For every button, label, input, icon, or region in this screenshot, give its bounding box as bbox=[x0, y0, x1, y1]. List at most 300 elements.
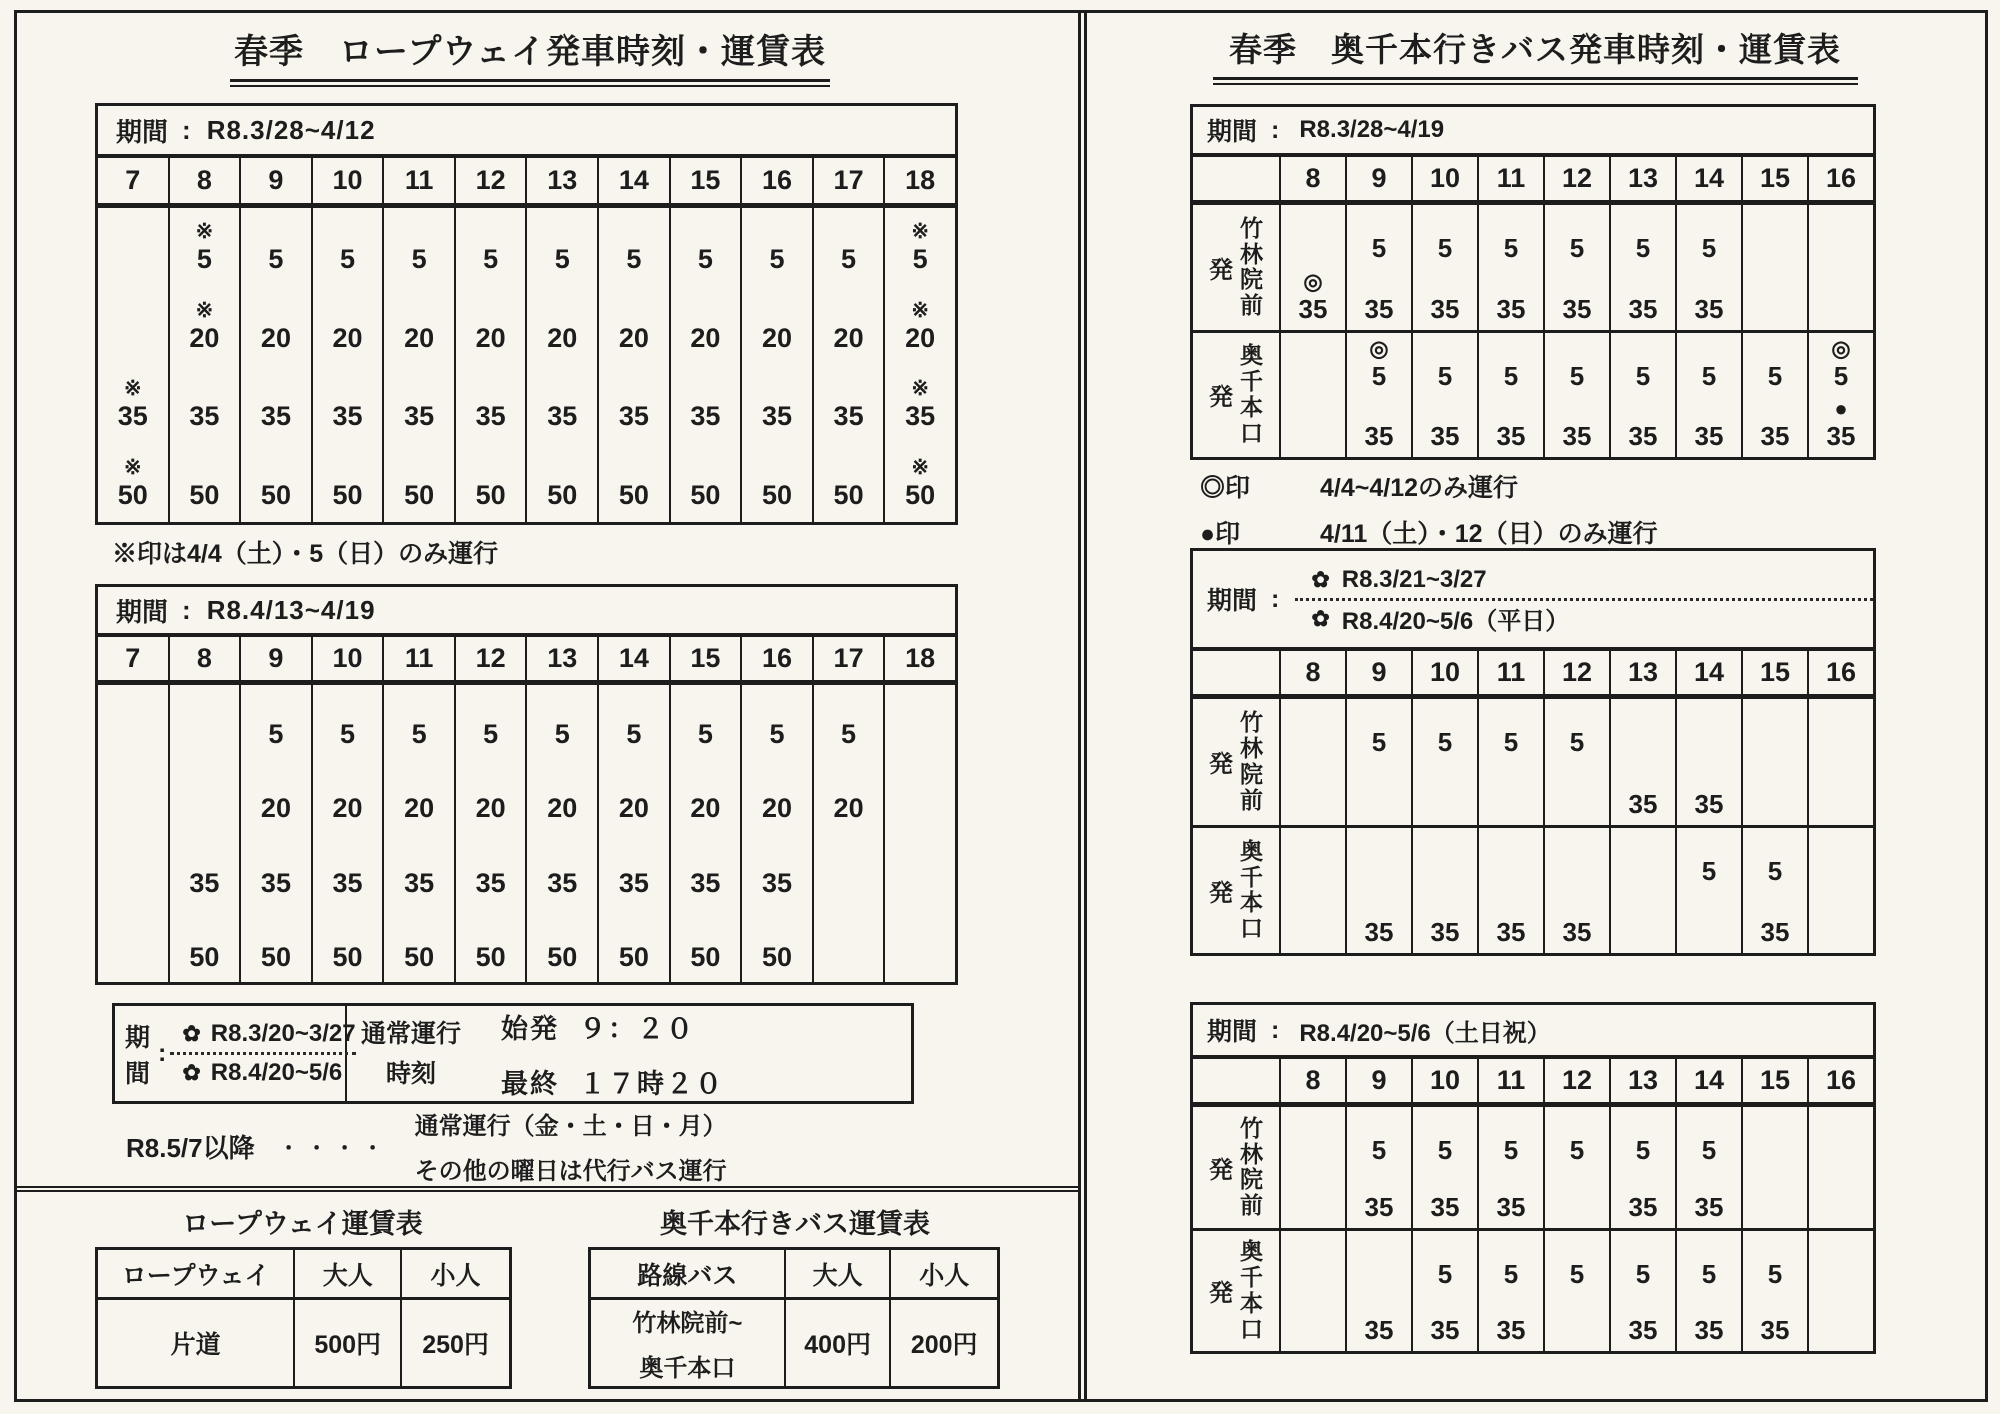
minute-slot bbox=[742, 908, 812, 982]
minute-slot bbox=[1611, 1234, 1675, 1290]
bus-minute-cell bbox=[1281, 333, 1347, 458]
period-colon: : bbox=[182, 114, 191, 145]
bus-minute-cell bbox=[1809, 1107, 1873, 1228]
minute-slot bbox=[742, 208, 812, 287]
bus-fare-table bbox=[588, 1247, 1000, 1389]
minute-slot bbox=[313, 444, 383, 523]
minute-slot bbox=[98, 444, 168, 523]
minute-slot bbox=[1545, 208, 1609, 264]
departure-row bbox=[1193, 333, 1873, 458]
bus-minute-cell bbox=[1677, 1107, 1743, 1228]
hour-cell: 14 bbox=[599, 158, 671, 203]
stop-name-char: 林 bbox=[1240, 1140, 1263, 1167]
minute-slot bbox=[1347, 396, 1411, 452]
minute-value: 5 bbox=[841, 719, 857, 750]
minute-slot bbox=[1545, 1234, 1609, 1290]
minute-slot bbox=[527, 908, 597, 982]
minute-slot bbox=[98, 287, 168, 366]
minute-value: 5 bbox=[1767, 360, 1783, 391]
minute-value: 35 bbox=[1826, 421, 1856, 451]
stop-name bbox=[1240, 839, 1263, 942]
period-line bbox=[1295, 1014, 1873, 1046]
minute-slot bbox=[1677, 269, 1741, 325]
bus-minute-cell bbox=[1413, 1107, 1479, 1228]
minute-value: 5 bbox=[626, 244, 642, 275]
minute-value: 5 bbox=[1371, 727, 1387, 757]
usual-service-label bbox=[361, 1014, 461, 1094]
bus-minute-cell bbox=[1413, 333, 1479, 458]
bus-minute-cell bbox=[1677, 699, 1743, 825]
ropeway-timetable-2 bbox=[95, 584, 958, 985]
minute-value: 50 bbox=[618, 941, 649, 972]
minute-slot bbox=[170, 908, 240, 982]
minute-value: 50 bbox=[690, 941, 721, 972]
period-lines bbox=[1295, 114, 1873, 146]
minute-value: 35 bbox=[1562, 293, 1592, 324]
hour-cell: 7 bbox=[98, 158, 170, 203]
minute-value: 50 bbox=[690, 479, 721, 510]
hour-column bbox=[527, 685, 599, 982]
minute-value: 5 bbox=[1437, 727, 1453, 757]
hour-cell: 9 bbox=[241, 637, 313, 680]
minute-slot bbox=[241, 685, 311, 759]
hour-column bbox=[241, 685, 313, 982]
minute-slot bbox=[1347, 208, 1411, 264]
hour-header-row bbox=[98, 637, 955, 685]
hour-cell: 16 bbox=[1825, 1065, 1857, 1095]
minute-value: 35 bbox=[618, 401, 649, 432]
minute-value: 35 bbox=[1430, 1191, 1460, 1222]
hour-cell: 18 bbox=[905, 165, 936, 195]
minute-value: 35 bbox=[1694, 788, 1724, 819]
minute-slot bbox=[1677, 396, 1741, 452]
minute-value: 35 bbox=[117, 401, 148, 432]
stop-name-char: 本 bbox=[1240, 393, 1263, 420]
minute-value: 20 bbox=[475, 322, 506, 353]
hour-cell: 8 bbox=[1281, 1059, 1347, 1102]
period-label: 期間 bbox=[116, 596, 169, 627]
bus-minute-cell bbox=[1809, 828, 1873, 954]
period-label: 期間 bbox=[1207, 1018, 1258, 1046]
minute-value: 35 bbox=[1694, 1191, 1724, 1222]
minute-slot bbox=[1281, 269, 1345, 325]
minute-slot bbox=[1677, 1234, 1741, 1290]
minute-value: 35 bbox=[905, 401, 936, 432]
minute-value: 5 bbox=[841, 244, 857, 275]
minute-value: 50 bbox=[761, 479, 793, 510]
period-label: 期間 bbox=[125, 1023, 151, 1088]
hour-column bbox=[599, 685, 671, 982]
restriction-mark: ● bbox=[1834, 396, 1848, 421]
minute-slot bbox=[1479, 1234, 1543, 1290]
hour-column bbox=[814, 685, 886, 982]
minute-slot bbox=[313, 908, 383, 982]
minute-value: 20 bbox=[547, 322, 578, 353]
minute-value: 20 bbox=[332, 322, 363, 353]
hour-cell: 10 bbox=[1413, 157, 1479, 200]
minute-value: 50 bbox=[117, 479, 148, 510]
departure-row bbox=[1193, 699, 1873, 828]
minute-value: 35 bbox=[1364, 293, 1394, 324]
minute-slot bbox=[456, 444, 526, 523]
stop-name-char: 本 bbox=[1240, 889, 1263, 916]
minute-value: 35 bbox=[761, 401, 793, 432]
minute-value: 35 bbox=[475, 401, 506, 432]
restriction-mark: ※ bbox=[911, 377, 929, 401]
bus-minute-cell bbox=[1479, 699, 1545, 825]
minute-value: 35 bbox=[1694, 1315, 1724, 1345]
minute-value: 35 bbox=[1628, 788, 1658, 819]
minute-slot bbox=[1611, 1167, 1675, 1223]
minute-slot bbox=[384, 685, 454, 759]
period-colon: : bbox=[1271, 1015, 1280, 1044]
bus-minute-cell bbox=[1545, 333, 1611, 458]
bus-minute-cell bbox=[1611, 828, 1677, 954]
hour-cell: 14 bbox=[1677, 651, 1743, 694]
minute-value: 35 bbox=[690, 867, 721, 898]
minute-value: 5 bbox=[1701, 360, 1717, 391]
minute-slot bbox=[170, 834, 240, 908]
minute-value: 20 bbox=[690, 793, 721, 824]
hour-cell: 10 bbox=[1413, 651, 1479, 694]
minute-value: 5 bbox=[1569, 1258, 1585, 1289]
stop-name-char: 前 bbox=[1240, 292, 1263, 318]
bus-minute-cell bbox=[1611, 699, 1677, 825]
bus-minute-cell bbox=[1281, 1107, 1347, 1228]
minute-slot bbox=[98, 685, 168, 759]
minute-slot bbox=[599, 287, 669, 366]
minute-slot bbox=[456, 759, 526, 833]
bus-minute-cell bbox=[1479, 1231, 1545, 1352]
bus-panel-title bbox=[1190, 24, 1880, 85]
minute-slot bbox=[1413, 1110, 1477, 1166]
minute-value: 5 bbox=[1437, 1258, 1453, 1289]
minute-value: 35 bbox=[1694, 293, 1724, 324]
note-line bbox=[1200, 514, 1658, 550]
hour-column bbox=[456, 208, 528, 522]
minute-value: 5 bbox=[411, 244, 427, 275]
stop-name-char: 口 bbox=[1240, 1315, 1263, 1342]
stop-name-char: 竹 bbox=[1240, 1114, 1263, 1141]
minute-slot bbox=[1611, 208, 1675, 264]
minute-value: 50 bbox=[547, 941, 578, 972]
hour-column bbox=[170, 685, 242, 982]
minute-value: 5 bbox=[1503, 727, 1519, 757]
period-line bbox=[1295, 564, 1873, 596]
last-departure bbox=[501, 1062, 724, 1101]
hour-cell: 11 bbox=[384, 637, 456, 680]
minute-value: 5 bbox=[1503, 1258, 1519, 1289]
minute-slot bbox=[1677, 336, 1741, 392]
period-label: 期間 bbox=[1207, 587, 1258, 615]
minute-slot bbox=[527, 759, 597, 833]
restriction-mark: ※ bbox=[123, 377, 142, 401]
timetable-body bbox=[98, 208, 955, 522]
bus-minute-cell bbox=[1479, 1107, 1545, 1228]
minute-slot bbox=[456, 908, 526, 982]
minute-value: 5 bbox=[1371, 360, 1387, 391]
minute-value: 35 bbox=[833, 401, 864, 432]
stop-name-char: 林 bbox=[1240, 735, 1263, 761]
minute-value: 5 bbox=[268, 719, 284, 750]
hour-column bbox=[527, 208, 599, 522]
ropeway-fare-table bbox=[95, 1247, 512, 1389]
stop-name-char: 奥 bbox=[1240, 837, 1263, 864]
minute-slot bbox=[1611, 336, 1675, 392]
minute-value: 20 bbox=[475, 793, 506, 824]
minute-value: 35 bbox=[1628, 421, 1658, 451]
after-may-note bbox=[126, 1106, 727, 1186]
minute-slot bbox=[1479, 396, 1543, 452]
asterisk-note: ※印は4/4（土）・5（日）のみ運行 bbox=[112, 540, 499, 568]
minute-slot bbox=[1413, 269, 1477, 325]
minute-slot bbox=[313, 365, 383, 444]
period-row bbox=[98, 106, 955, 158]
minute-slot bbox=[527, 685, 597, 759]
minute-slot bbox=[1677, 764, 1741, 820]
hour-column bbox=[742, 685, 814, 982]
minute-value: 35 bbox=[1760, 1315, 1790, 1345]
minute-slot bbox=[599, 759, 669, 833]
departure-row bbox=[1193, 1231, 1873, 1352]
minute-value: 20 bbox=[618, 793, 649, 824]
bus-minute-cell bbox=[1743, 828, 1809, 954]
row-label-spacer bbox=[1193, 651, 1281, 694]
minute-slot bbox=[885, 287, 955, 366]
fare-header-cell: ロープウェイ bbox=[98, 1250, 295, 1297]
minute-value: 50 bbox=[404, 941, 435, 972]
minute-value: 35 bbox=[1760, 917, 1790, 947]
minute-value: 5 bbox=[626, 719, 642, 750]
minute-value: 35 bbox=[404, 401, 435, 432]
hour-cell: 8 bbox=[1281, 651, 1347, 694]
minute-slot bbox=[1677, 208, 1741, 264]
hour-cell: 16 bbox=[742, 158, 814, 203]
flower-icon: ✿ bbox=[182, 1021, 201, 1046]
period-value: R8.4/20~5/6 bbox=[210, 1059, 343, 1086]
minute-slot bbox=[527, 208, 597, 287]
minute-value: 5 bbox=[1635, 360, 1651, 391]
period-lines bbox=[170, 1018, 355, 1089]
hour-cell: 11 bbox=[1479, 157, 1545, 200]
minute-slot bbox=[527, 287, 597, 366]
hour-cell: 11 bbox=[1479, 1059, 1545, 1102]
minute-slot bbox=[1347, 702, 1411, 758]
minute-slot bbox=[527, 444, 597, 523]
hour-column bbox=[98, 685, 170, 982]
minute-slot bbox=[671, 834, 741, 908]
bus-minute-cell bbox=[1545, 1107, 1611, 1228]
fare-section-divider bbox=[14, 1186, 1078, 1192]
restriction-mark: ◎ bbox=[1831, 335, 1851, 361]
service-period-box bbox=[112, 1003, 914, 1104]
hour-cell: 15 bbox=[671, 637, 743, 680]
usual-service-line: 時刻 bbox=[386, 1059, 437, 1088]
minute-slot bbox=[1677, 831, 1741, 887]
minute-slot bbox=[313, 834, 383, 908]
minute-slot bbox=[384, 444, 454, 523]
stop-name bbox=[1240, 1239, 1263, 1342]
minute-slot bbox=[814, 287, 884, 366]
minute-value: 20 bbox=[690, 322, 721, 353]
minute-slot bbox=[1479, 702, 1543, 758]
departure-row bbox=[1193, 828, 1873, 954]
bus-minute-cell bbox=[1281, 1231, 1347, 1352]
minute-slot bbox=[1479, 892, 1543, 948]
minute-slot bbox=[742, 685, 812, 759]
bus-minute-cell bbox=[1281, 828, 1347, 954]
minute-value: 35 bbox=[1760, 421, 1790, 451]
minute-value: 50 bbox=[332, 941, 363, 972]
filled-circle-mark-legend: ●印 bbox=[1200, 520, 1241, 548]
bus-table-notes bbox=[1200, 468, 1658, 550]
bus-minute-cell bbox=[1347, 828, 1413, 954]
minute-value: 35 bbox=[332, 401, 363, 432]
minute-value: 5 bbox=[554, 244, 570, 275]
bus-minute-cell bbox=[1347, 1231, 1413, 1352]
period-colon: : bbox=[1271, 115, 1280, 144]
bus-minute-cell bbox=[1347, 1107, 1413, 1228]
service-period-cell bbox=[115, 1006, 356, 1101]
hour-column bbox=[241, 208, 313, 522]
stop-name bbox=[1240, 1116, 1263, 1219]
period-colon: : bbox=[182, 594, 191, 625]
minute-slot bbox=[98, 759, 168, 833]
minute-slot bbox=[1611, 396, 1675, 452]
hour-column bbox=[885, 208, 955, 522]
ropeway-timetable-1 bbox=[95, 103, 958, 525]
stop-name-char: 奥 bbox=[1240, 342, 1263, 369]
minute-value: 20 bbox=[547, 793, 578, 824]
minute-value: 35 bbox=[1298, 293, 1328, 324]
period-value: R8.4/20~5/6（土日祝） bbox=[1299, 1019, 1551, 1047]
timetable-body bbox=[98, 685, 955, 982]
stop-name-char: 千 bbox=[1240, 863, 1263, 890]
period-row bbox=[1193, 1005, 1873, 1059]
minute-value: 20 bbox=[332, 793, 363, 824]
period-value: R8.4/13~4/19 bbox=[206, 594, 376, 625]
minute-value: 35 bbox=[1562, 421, 1592, 451]
minute-slot bbox=[170, 208, 240, 287]
minute-slot bbox=[814, 759, 884, 833]
hour-cell: 16 bbox=[742, 637, 814, 680]
minute-value: 20 bbox=[761, 322, 793, 353]
period-row bbox=[1193, 551, 1873, 651]
minute-value: 20 bbox=[404, 322, 435, 353]
row-label bbox=[1193, 828, 1281, 954]
minute-value: 5 bbox=[697, 719, 713, 750]
minute-value: 5 bbox=[1767, 1258, 1783, 1289]
hour-cell: 9 bbox=[1347, 651, 1413, 694]
bus-minute-cell bbox=[1413, 205, 1479, 330]
minute-value: 35 bbox=[1364, 917, 1394, 947]
minute-value: 5 bbox=[411, 719, 427, 750]
minute-value: 35 bbox=[1628, 1191, 1658, 1222]
minute-slot bbox=[742, 444, 812, 523]
minute-value: 35 bbox=[1430, 917, 1460, 947]
minute-value: 20 bbox=[905, 322, 936, 353]
row-label-spacer bbox=[1193, 157, 1281, 200]
minute-value: 5 bbox=[196, 244, 212, 275]
hour-column bbox=[170, 208, 242, 522]
minute-value: 5 bbox=[1503, 1135, 1519, 1165]
stop-name-char: 前 bbox=[1240, 786, 1263, 813]
note-lines bbox=[415, 1106, 727, 1186]
bus-minute-cell bbox=[1347, 333, 1413, 458]
minute-value: 20 bbox=[833, 322, 864, 353]
bus-timetable-2 bbox=[1190, 548, 1876, 956]
minute-slot bbox=[1479, 1167, 1543, 1223]
minute-slot bbox=[885, 444, 955, 523]
hour-cell: 9 bbox=[1347, 157, 1413, 200]
minute-slot bbox=[384, 208, 454, 287]
minute-value: 5 bbox=[1503, 360, 1519, 391]
minute-slot bbox=[1743, 336, 1807, 392]
minute-slot bbox=[671, 365, 741, 444]
minute-slot bbox=[814, 908, 884, 982]
minute-value: 5 bbox=[483, 244, 499, 275]
minute-slot bbox=[1479, 1290, 1543, 1346]
minute-slot bbox=[599, 685, 669, 759]
hour-header-row bbox=[98, 158, 955, 208]
minute-value: 50 bbox=[260, 941, 291, 972]
minute-value: 5 bbox=[1437, 1135, 1453, 1165]
minute-slot bbox=[98, 365, 168, 444]
minute-slot bbox=[1677, 1167, 1741, 1223]
stop-name-char: 竹 bbox=[1240, 709, 1263, 736]
stop-name-char: 院 bbox=[1240, 1166, 1263, 1193]
fare-header-cell: 小人 bbox=[919, 1261, 970, 1290]
minute-slot bbox=[1743, 396, 1807, 452]
hour-column bbox=[742, 208, 814, 522]
hour-header-row bbox=[1193, 157, 1873, 205]
flower-icon: ✿ bbox=[1311, 605, 1330, 631]
minute-value: 5 bbox=[1701, 855, 1717, 886]
minute-slot bbox=[1347, 1290, 1411, 1346]
minute-value: 50 bbox=[905, 479, 936, 510]
stop-name bbox=[1240, 343, 1263, 446]
bus-minute-cell bbox=[1611, 333, 1677, 458]
minute-value: 50 bbox=[332, 479, 363, 510]
minute-value: 35 bbox=[1628, 293, 1658, 324]
bus-minute-cell bbox=[1545, 205, 1611, 330]
depart-char: 発 bbox=[1209, 879, 1233, 907]
minute-slot bbox=[241, 365, 311, 444]
stop-name-char: 千 bbox=[1240, 1264, 1263, 1290]
hour-column bbox=[814, 208, 886, 522]
minute-slot bbox=[814, 685, 884, 759]
page-title: 春季 ロープウェイ発車時刻・運賃表 bbox=[234, 33, 826, 71]
minute-value: 5 bbox=[1635, 233, 1651, 263]
stop-name-char: 前 bbox=[1240, 1192, 1263, 1218]
minute-value: 5 bbox=[1569, 727, 1585, 757]
minute-value: 35 bbox=[1364, 421, 1394, 451]
minute-value: 20 bbox=[260, 793, 291, 824]
minute-value: 35 bbox=[1496, 1191, 1526, 1222]
bus-minute-cell bbox=[1677, 1231, 1743, 1352]
row-label bbox=[1193, 205, 1281, 330]
minute-slot bbox=[671, 759, 741, 833]
minute-slot bbox=[742, 287, 812, 366]
minute-value: 5 bbox=[1437, 360, 1453, 391]
hour-cell: 10 bbox=[1413, 1059, 1479, 1102]
last-departure-label: 最終 bbox=[501, 1068, 560, 1099]
minute-slot bbox=[599, 908, 669, 982]
minute-value: 50 bbox=[833, 479, 864, 510]
minute-value: 5 bbox=[1569, 360, 1585, 391]
flower-icon: ✿ bbox=[1311, 566, 1330, 592]
hour-cell: 13 bbox=[527, 158, 599, 203]
